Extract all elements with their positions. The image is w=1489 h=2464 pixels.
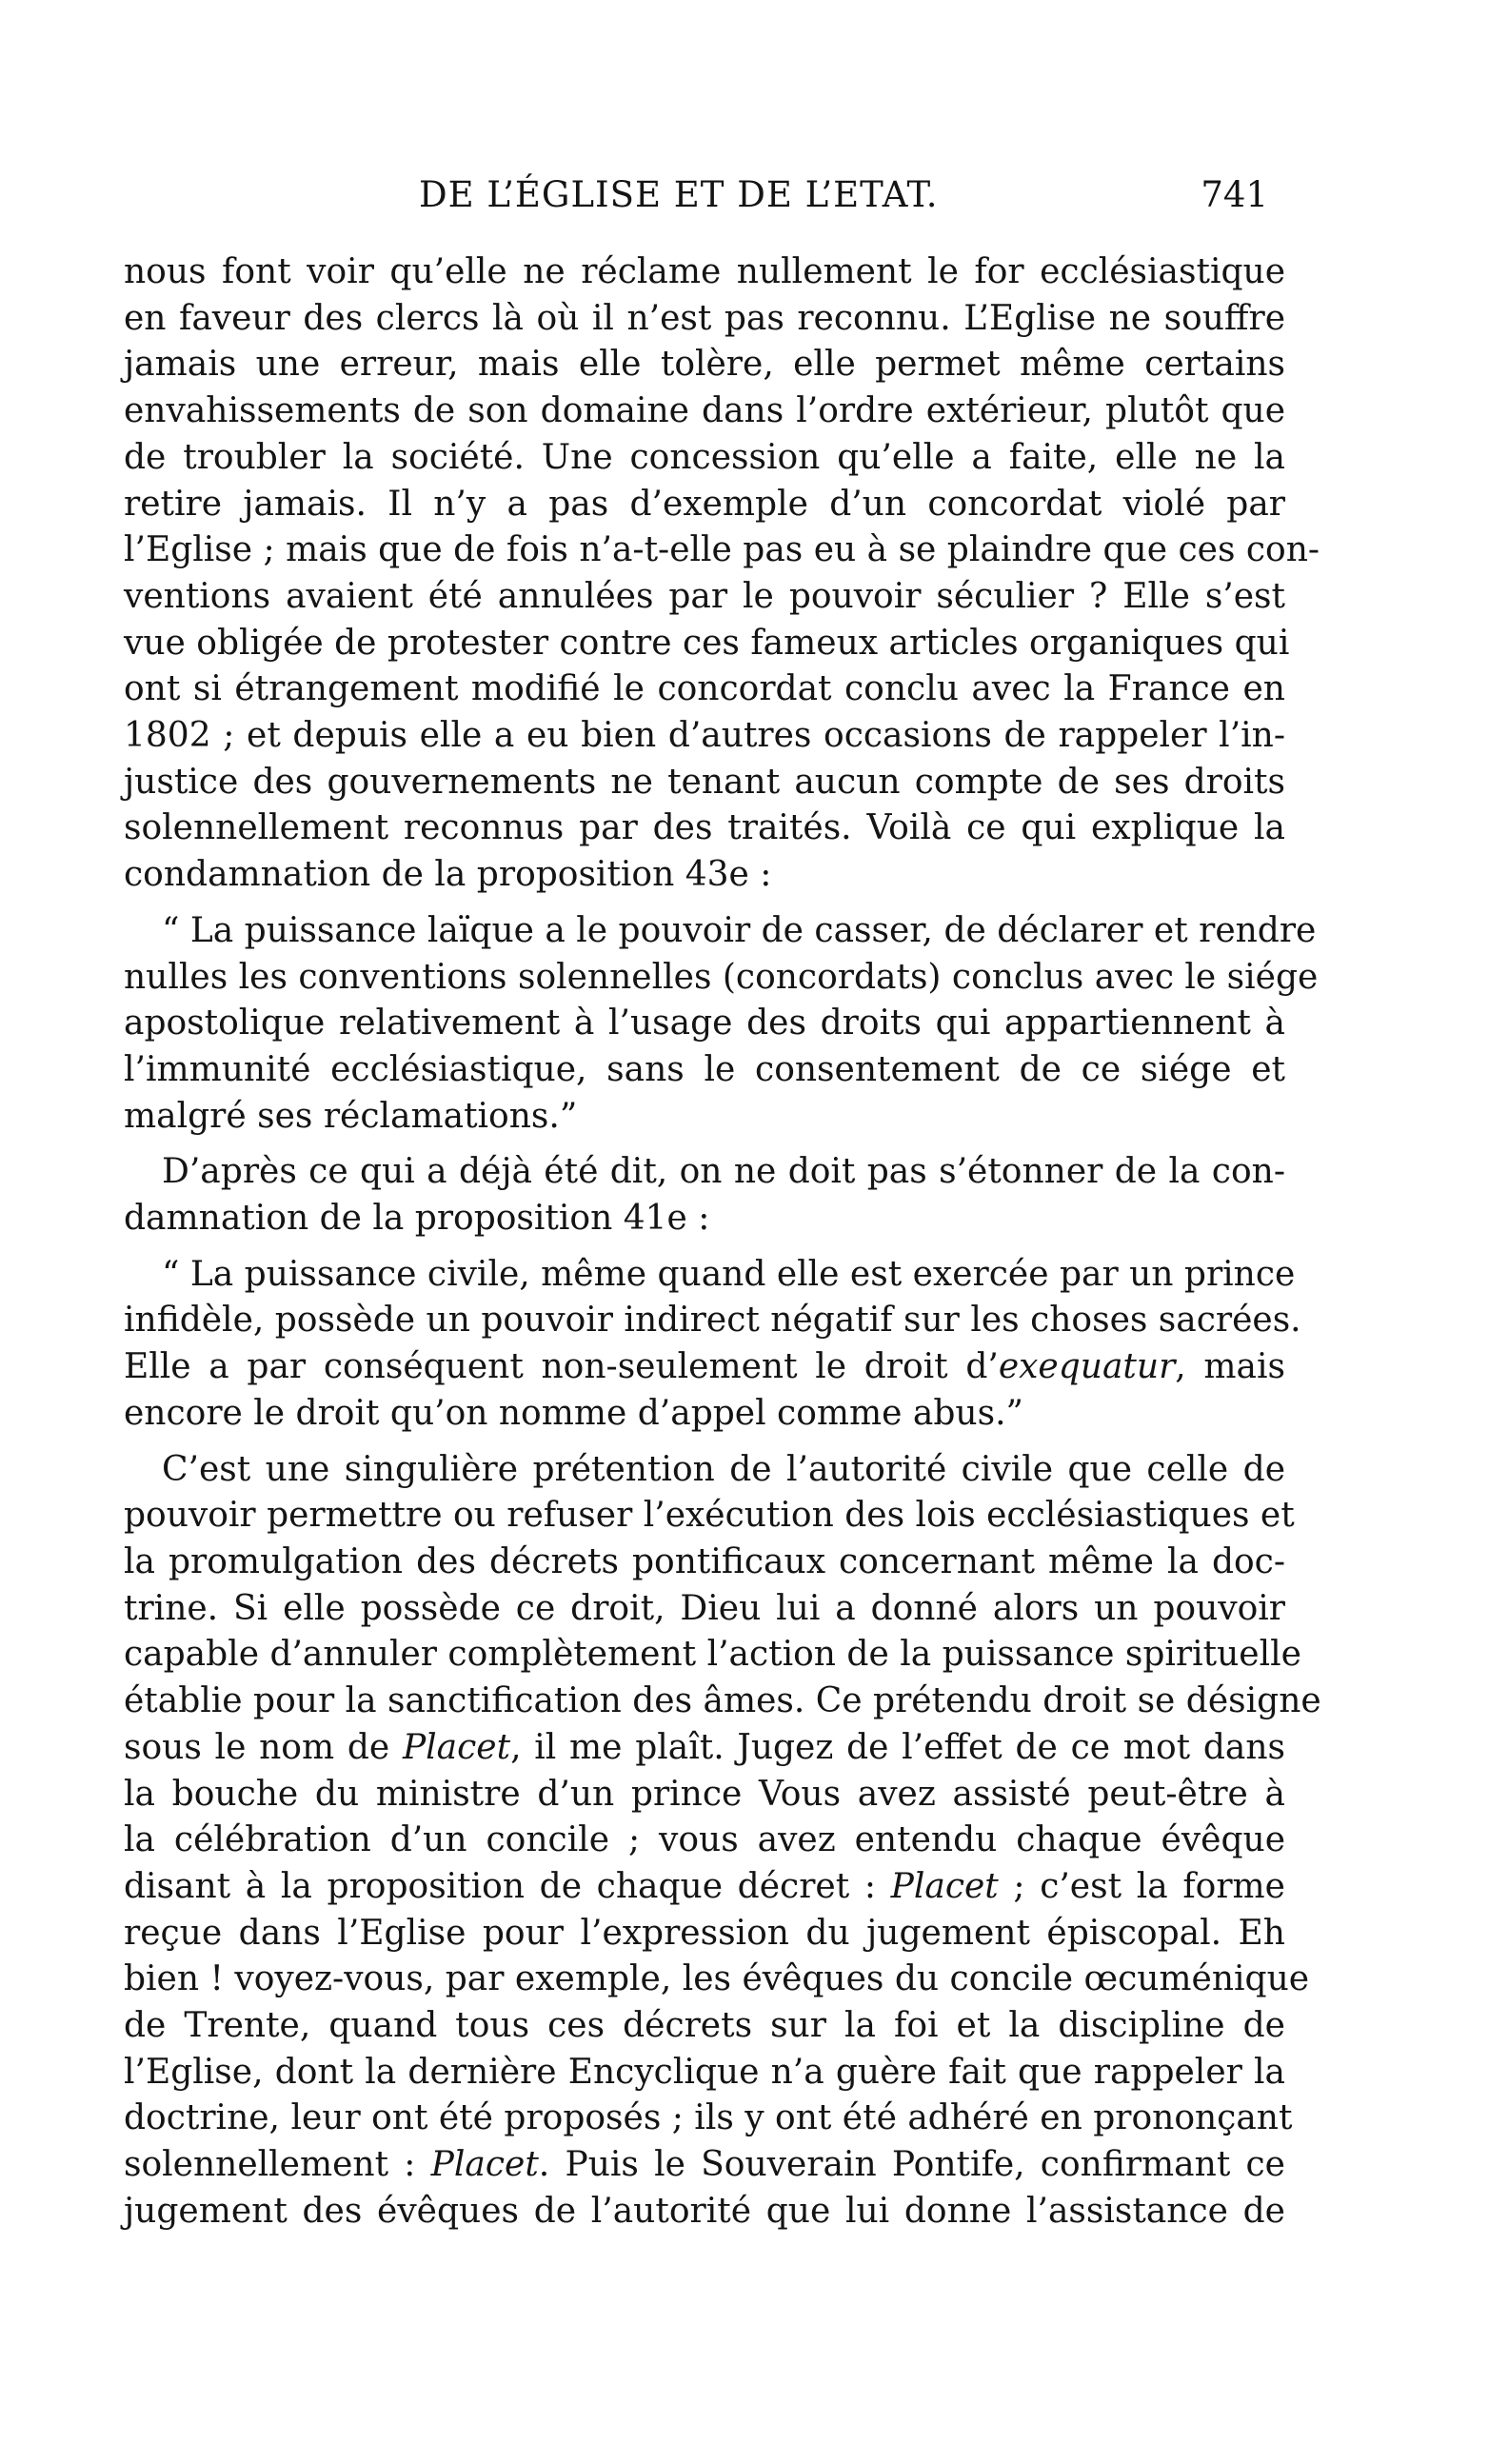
text-line: la célébration d’un concile ; vous avez entendu chaque évêque <box>124 1820 1285 1860</box>
text-line: “ La puissance civile, même quand elle est exercée par un prince <box>162 1254 1296 1294</box>
quotation-paragraph <box>124 1252 1301 1438</box>
page-header <box>0 174 1489 231</box>
text-line: condamnation de la proposition 43e : <box>124 855 772 895</box>
text-line: en faveur des clercs là où il n’est pas reconnu. L’Eglise ne souffre <box>124 298 1285 338</box>
text-line: “ La puissance laïque a le pouvoir de casser, de déclarer et rendre <box>162 910 1317 950</box>
text-line: C’est une singulière prétention de l’autorité civile que celle de <box>162 1449 1285 1489</box>
text-line: infidèle, possède un pouvoir indirect négatif sur les choses sacrées. <box>124 1301 1301 1341</box>
text-line: reçue dans l’Eglise pour l’expression du jugement épiscopal. Eh <box>124 1913 1285 1953</box>
text-line: l’Eglise ; mais que de fois n’a-t-elle pas eu à se plaindre que ces con- <box>124 530 1320 570</box>
paragraph <box>124 1447 1321 2235</box>
running-title: DE L’ÉGLISE ET DE L’ETAT. <box>419 174 939 215</box>
text-line: établie pour la sanctification des âmes. Ce prétendu droit se désigne <box>124 1681 1321 1721</box>
text-line: envahissements de son domaine dans l’ordre extérieur, plutôt que <box>124 391 1285 431</box>
paragraph <box>124 1149 1285 1242</box>
text-line: encore le droit qu’on nomme d’appel comme abus.” <box>124 1393 1023 1433</box>
text-line: de troubler la société. Une concession qu’elle a faite, elle ne la <box>124 437 1285 477</box>
text-line: jugement des évêques de l’autorité que lui donne l’assistance de <box>124 2191 1285 2231</box>
text-line: nulles les conventions solennelles (concordats) conclus avec le siége <box>124 957 1319 997</box>
paragraph <box>124 249 1320 899</box>
text-line: malgré ses réclamations.” <box>124 1096 578 1136</box>
text-line: pouvoir permettre ou refuser l’exécution des lois ecclésiastiques et <box>124 1496 1295 1536</box>
text-line: vue obligée de protester contre ces fameux articles organiques qui <box>124 623 1290 663</box>
text-line: solennellement reconnus par des traités. Voilà ce qui explique la <box>124 808 1285 848</box>
text-line: bien ! voyez-vous, par exemple, les évêques du concile œcuménique <box>124 1959 1310 1999</box>
quotation-paragraph <box>124 908 1319 1141</box>
text-line: ventions avaient été annulées par le pouvoir séculier ? Elle s’est <box>124 576 1285 616</box>
text-line: D’après ce qui a déjà été dit, on ne doit pas s’étonner de la con- <box>162 1152 1285 1192</box>
body-text <box>124 249 1321 2235</box>
text-line: trine. Si elle possède ce droit, Dieu lui a donné alors un pouvoir <box>124 1588 1285 1628</box>
page-number: 741 <box>1201 174 1268 215</box>
text-line: retire jamais. Il n’y a pas d’exemple d’un concordat violé par <box>124 484 1285 524</box>
text-line: apostolique relativement à l’usage des droits qui appartiennent à <box>124 1003 1285 1043</box>
text-line: de Trente, quand tous ces décrets sur la foi et la discipline de <box>124 2006 1285 2046</box>
text-line: disant à la proposition de chaque décret : Placet ; c’est la forme <box>124 1866 1285 1906</box>
text-line: solennellement : Placet. Puis le Souverain Pontife, confirmant ce <box>124 2145 1285 2185</box>
text-line: sous le nom de Placet, il me plaît. Jugez de l’effet de ce mot dans <box>124 1727 1285 1767</box>
text-line: justice des gouvernements ne tenant aucun compte de ses droits <box>124 762 1285 802</box>
text-line: 1802 ; et depuis elle a eu bien d’autres occasions de rappeler l’in- <box>124 716 1285 756</box>
text-line: Elle a par conséquent non-seulement le droit d’exequatur, mais <box>124 1347 1285 1387</box>
text-line: doctrine, leur ont été proposés ; ils y ont été adhéré en prononçant <box>124 2098 1293 2138</box>
text-line: l’immunité ecclésiastique, sans le consentement de ce siége et <box>124 1049 1285 1089</box>
text-line: nous font voir qu’elle ne réclame nullement le for ecclésiastique <box>124 252 1285 291</box>
text-line: jamais une erreur, mais elle tolère, elle permet même certains <box>124 345 1285 385</box>
text-line: capable d’annuler complètement l’action de la puissance spirituelle <box>124 1635 1301 1675</box>
text-line: damnation de la proposition 41e : <box>124 1199 710 1239</box>
text-line: la promulgation des décrets pontificaux concernant même la doc- <box>124 1541 1285 1581</box>
text-line: la bouche du ministre d’un prince Vous avez assisté peut-être à <box>124 1774 1285 1814</box>
text-line: ont si étrangement modifié le concordat conclu avec la France en <box>124 669 1285 709</box>
text-line: l’Eglise, dont la dernière Encyclique n’a guère fait que rappeler la <box>124 2052 1285 2092</box>
